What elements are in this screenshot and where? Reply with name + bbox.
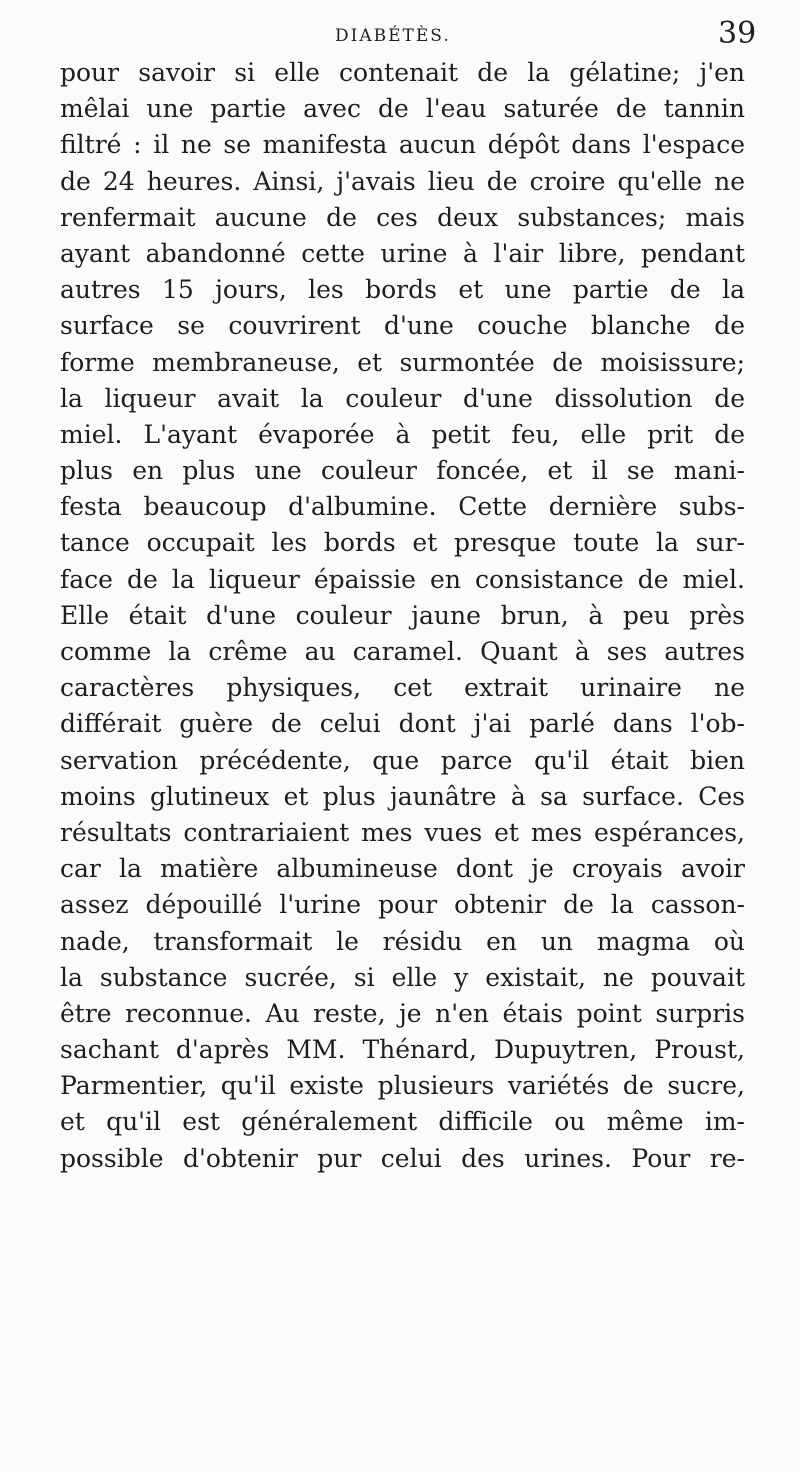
text-line: festa beaucoup d'albumine. Cette dernière subs- [60, 492, 745, 522]
text-line: autres 15 jours, les bords et une partie de la [60, 275, 745, 305]
page-number: 39 [718, 16, 757, 51]
text-line: tance occupait les bords et presque toute la sur- [60, 528, 745, 558]
text-line: ayant abandonné cette urine à l'air libre, pendant [60, 238, 745, 268]
text-line: de 24 heures. Ainsi, j'avais lieu de croire qu'elle ne [60, 166, 745, 196]
running-title: DIABÉTÈS. [335, 26, 451, 46]
running-head [0, 14, 800, 54]
text-line: servation précédente, que parce qu'il était bien [60, 745, 745, 775]
text-line: différait guère de celui dont j'ai parlé dans l'ob- [60, 709, 745, 739]
text-line: mêlai une partie avec de l'eau saturée de tannin [60, 94, 745, 124]
text-line: forme membraneuse, et surmontée de moisissure; [60, 347, 745, 377]
text-line: plus en plus une couleur foncée, et il se mani- [60, 456, 745, 486]
text-line: filtré : il ne se manifesta aucun dépôt dans l'espace [60, 130, 745, 160]
text-line: Parmentier, qu'il existe plusieurs variétés de sucre, [60, 1071, 745, 1101]
text-line: caractères physiques, cet extrait urinaire ne [60, 673, 745, 703]
text-line: la liqueur avait la couleur d'une dissolution de [60, 383, 745, 413]
text-line: renfermait aucune de ces deux substances; mais [60, 202, 745, 232]
text-line: surface se couvrirent d'une couche blanche de [60, 311, 745, 341]
text-line: pour savoir si elle contenait de la gélatine; j'en [60, 58, 745, 87]
text-line: miel. L'ayant évaporée à petit feu, elle prit de [60, 419, 745, 449]
text-line: sachant d'après MM. Thénard, Dupuytren, Proust, [60, 1035, 745, 1065]
text-line: être reconnue. Au reste, je n'en étais point surpris [60, 998, 745, 1028]
text-line: face de la liqueur épaissie en consistance de miel. [60, 564, 745, 594]
text-line: possible d'obtenir pur celui des urines. Pour re- [60, 1143, 745, 1173]
text-line: assez dépouillé l'urine pour obtenir de la casson- [60, 890, 745, 920]
body-paragraph [60, 55, 745, 1177]
text-line: nade, transformait le résidu en un magma où [60, 926, 745, 956]
text-line: résultats contrariaient mes vues et mes espérances, [60, 817, 745, 847]
text-line: moins glutineux et plus jaunâtre à sa surface. Ces [60, 781, 745, 811]
text-line: car la matière albumineuse dont je croyais avoir [60, 854, 745, 884]
text-line: la substance sucrée, si elle y existait, ne pouvait [60, 962, 745, 992]
text-line: et qu'il est généralement difficile ou même im- [60, 1107, 745, 1137]
text-line: Elle était d'une couleur jaune brun, à peu près [60, 600, 745, 630]
text-line: comme la crême au caramel. Quant à ses autres [60, 637, 745, 666]
